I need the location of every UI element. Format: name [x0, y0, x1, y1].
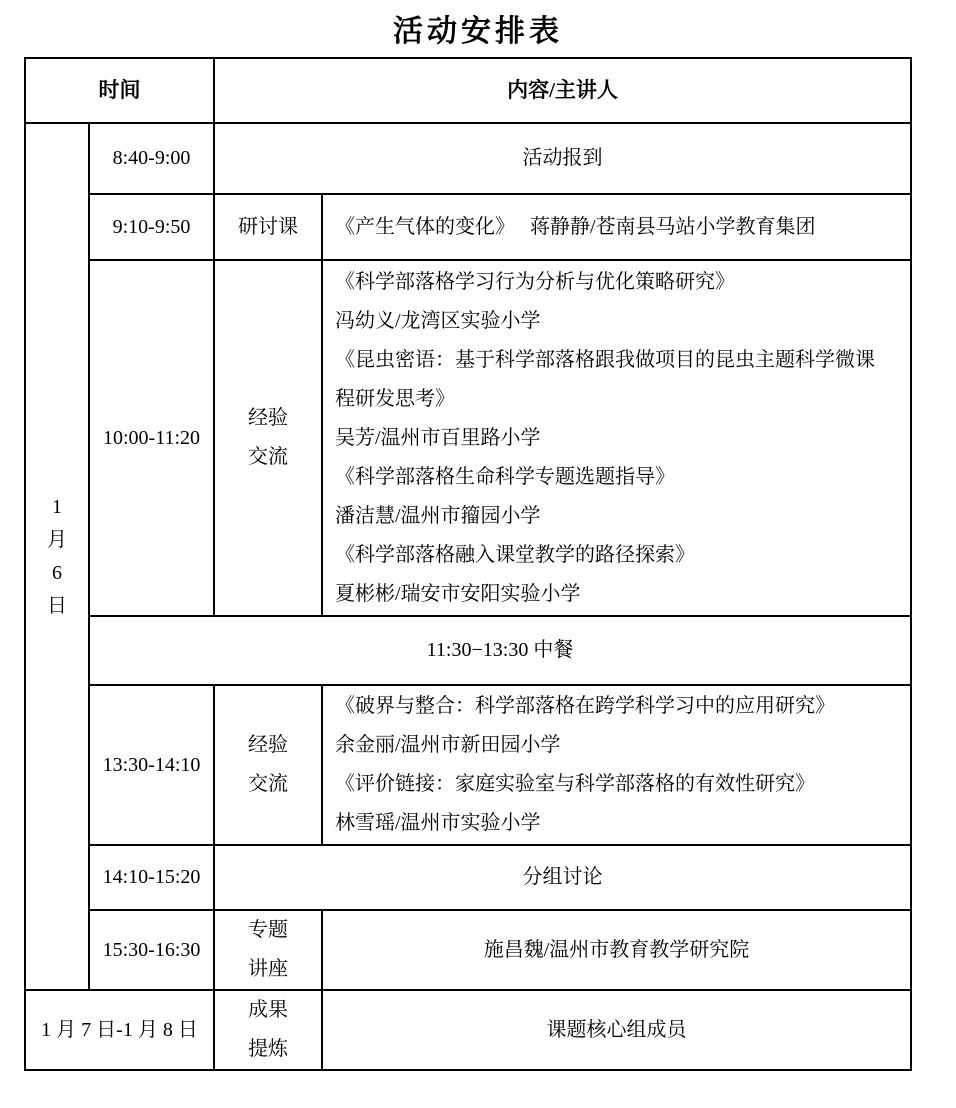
row-refine [25, 990, 911, 1070]
content-line: 林雪瑶/温州市实验小学 [335, 812, 541, 834]
content-line: 夏彬彬/瑞安市安阳实验小学 [335, 582, 581, 605]
time-cell: 15:30-16:30 [89, 910, 214, 990]
day-char: 1 [52, 495, 62, 518]
content-line: 《科学部落格融入课堂教学的路径探索》 [335, 543, 695, 566]
row-lecture [25, 910, 911, 990]
content-line: 《破界与整合：科学部落格在跨学科学习中的应用研究》 [335, 695, 835, 717]
content-line: 余金丽/温州市新田园小学 [335, 734, 561, 756]
row-exchange-am [25, 260, 911, 616]
day-char: 月 [47, 528, 67, 551]
page-title: 活动安排表 [393, 15, 563, 48]
day-cell-jan6 [25, 123, 89, 990]
time-cell: 10:00-11:20 [89, 260, 214, 616]
content-line: 《评价链接：家庭实验室与科学部落格的有效性研究》 [335, 773, 815, 795]
content-cell-exchange-pm [322, 685, 911, 845]
content-line: 《昆虫密语：基于科学部落格跟我做项目的昆虫主题科学微课 [335, 348, 875, 371]
role-line: 交流 [248, 773, 288, 795]
time-cell: 13:30-14:10 [89, 685, 214, 845]
content-cell-lecture: 施昌魏/温州市教育教学研究院 [322, 910, 911, 990]
content-cell-seminar: 《产生气体的变化》 蒋静静/苍南县马站小学教育集团 [322, 194, 911, 260]
content-line: 《科学部落格学习行为分析与优化策略研究》 [335, 270, 735, 293]
role-cell-refine [214, 990, 322, 1070]
date-cell-jan7-8: 1 月 7 日-1 月 8 日 [25, 990, 214, 1070]
content-line: 潘洁慧/温州市籀园小学 [335, 504, 541, 527]
content-cell-lunch: 11:30−13:30 中餐 [89, 616, 911, 685]
role-cell-exchange-am [214, 260, 322, 616]
role-cell-lecture [214, 910, 322, 990]
content-line: 吴芳/温州市百里路小学 [335, 426, 541, 449]
time-cell: 14:10-15:20 [89, 845, 214, 910]
row-registration [25, 123, 911, 194]
header-time: 时间 [25, 58, 214, 123]
day-char: 6 [52, 561, 62, 584]
role-line: 成果 [248, 999, 288, 1021]
role-line: 交流 [248, 446, 288, 468]
row-exchange-pm [25, 685, 911, 845]
content-line: 《科学部落格生命科学专题选题指导》 [335, 465, 675, 488]
content-cell-exchange-am [322, 260, 911, 616]
header-row [25, 58, 911, 123]
row-group-discussion [25, 845, 911, 910]
time-cell: 9:10-9:50 [89, 194, 214, 260]
content-cell-group-discussion: 分组讨论 [214, 845, 911, 910]
content-cell-refine: 课题核心组成员 [322, 990, 911, 1070]
header-content: 内容/主讲人 [214, 58, 911, 123]
content-cell-registration: 活动报到 [214, 123, 911, 194]
role-cell-seminar: 研讨课 [214, 194, 322, 260]
row-lunch [25, 616, 911, 685]
role-line: 讲座 [248, 958, 288, 980]
role-cell-exchange-pm [214, 685, 322, 845]
row-seminar [25, 194, 911, 260]
content-line: 程研发思考》 [335, 387, 455, 410]
day-char: 日 [47, 594, 67, 617]
role-line: 经验 [248, 734, 288, 756]
role-line: 经验 [248, 407, 288, 429]
role-line: 专题 [248, 919, 288, 941]
role-line: 提炼 [248, 1038, 288, 1060]
schedule-table [24, 57, 912, 1071]
time-cell: 8:40-9:00 [89, 123, 214, 194]
content-line: 冯幼义/龙湾区实验小学 [335, 309, 541, 332]
